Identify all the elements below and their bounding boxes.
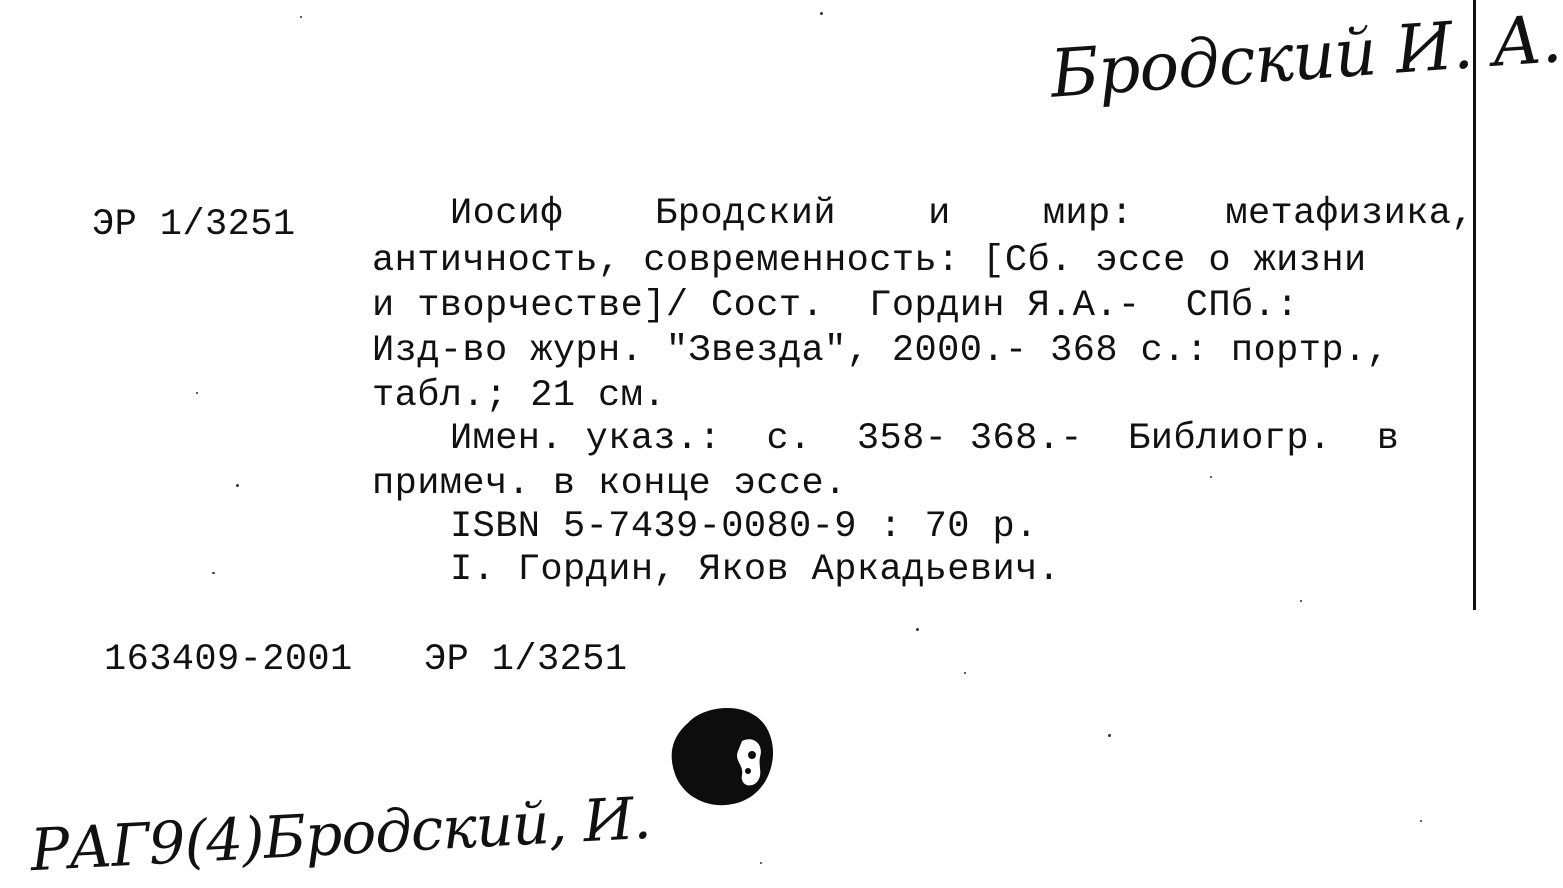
ink-stamp-blot (668, 705, 780, 807)
title-word: Иосиф (450, 193, 564, 235)
card-edge-line (1473, 0, 1476, 610)
handwritten-author-note: Бродский И. А. (1047, 0, 1563, 113)
accession-number: 163409-2001 (104, 639, 353, 681)
title-line (372, 193, 1474, 235)
scan-speck (1108, 734, 1111, 737)
scan-speck (236, 484, 239, 487)
scan-speck (820, 12, 823, 15)
note-line: Имен. указ.: с. 358- 368.- Библиогр. в (450, 418, 1400, 460)
scan-speck (964, 672, 966, 674)
description-line: и творчестве]/ Сост. Гордин Я.А.- СПб.: (372, 285, 1299, 327)
handwritten-classification-note: РАГ9(4)Бродский, И. (28, 783, 652, 885)
call-number-top: ЭР 1/3251 (92, 204, 296, 246)
scan-speck (196, 392, 198, 394)
description-line: античность, современность: [Сб. эссе о жизни (372, 240, 1367, 282)
added-entry-line: I. Гордин, Яков Аркадьевич. (450, 549, 1061, 591)
scan-speck (300, 16, 302, 18)
note-line: примеч. в конце эссе. (372, 463, 847, 505)
scan-speck (1210, 476, 1212, 478)
description-line: Изд-во журн. "Звезда", 2000.- 368 с.: портр., (372, 330, 1390, 372)
scan-speck (916, 628, 919, 631)
title-word: Бродский (655, 193, 836, 235)
scan-speck (1420, 820, 1422, 822)
title-word: метафизика, (1225, 193, 1474, 235)
description-line: табл.; 21 см. (372, 375, 666, 417)
isbn-line: ISBN 5-7439-0080-9 : 70 р. (450, 506, 1038, 548)
title-word: мир: (1042, 193, 1134, 235)
scan-speck (760, 862, 762, 864)
scan-speck (1300, 600, 1302, 602)
title-word: и (928, 193, 951, 235)
call-number-bottom: ЭР 1/3251 (424, 639, 628, 681)
scan-speck (212, 572, 215, 574)
